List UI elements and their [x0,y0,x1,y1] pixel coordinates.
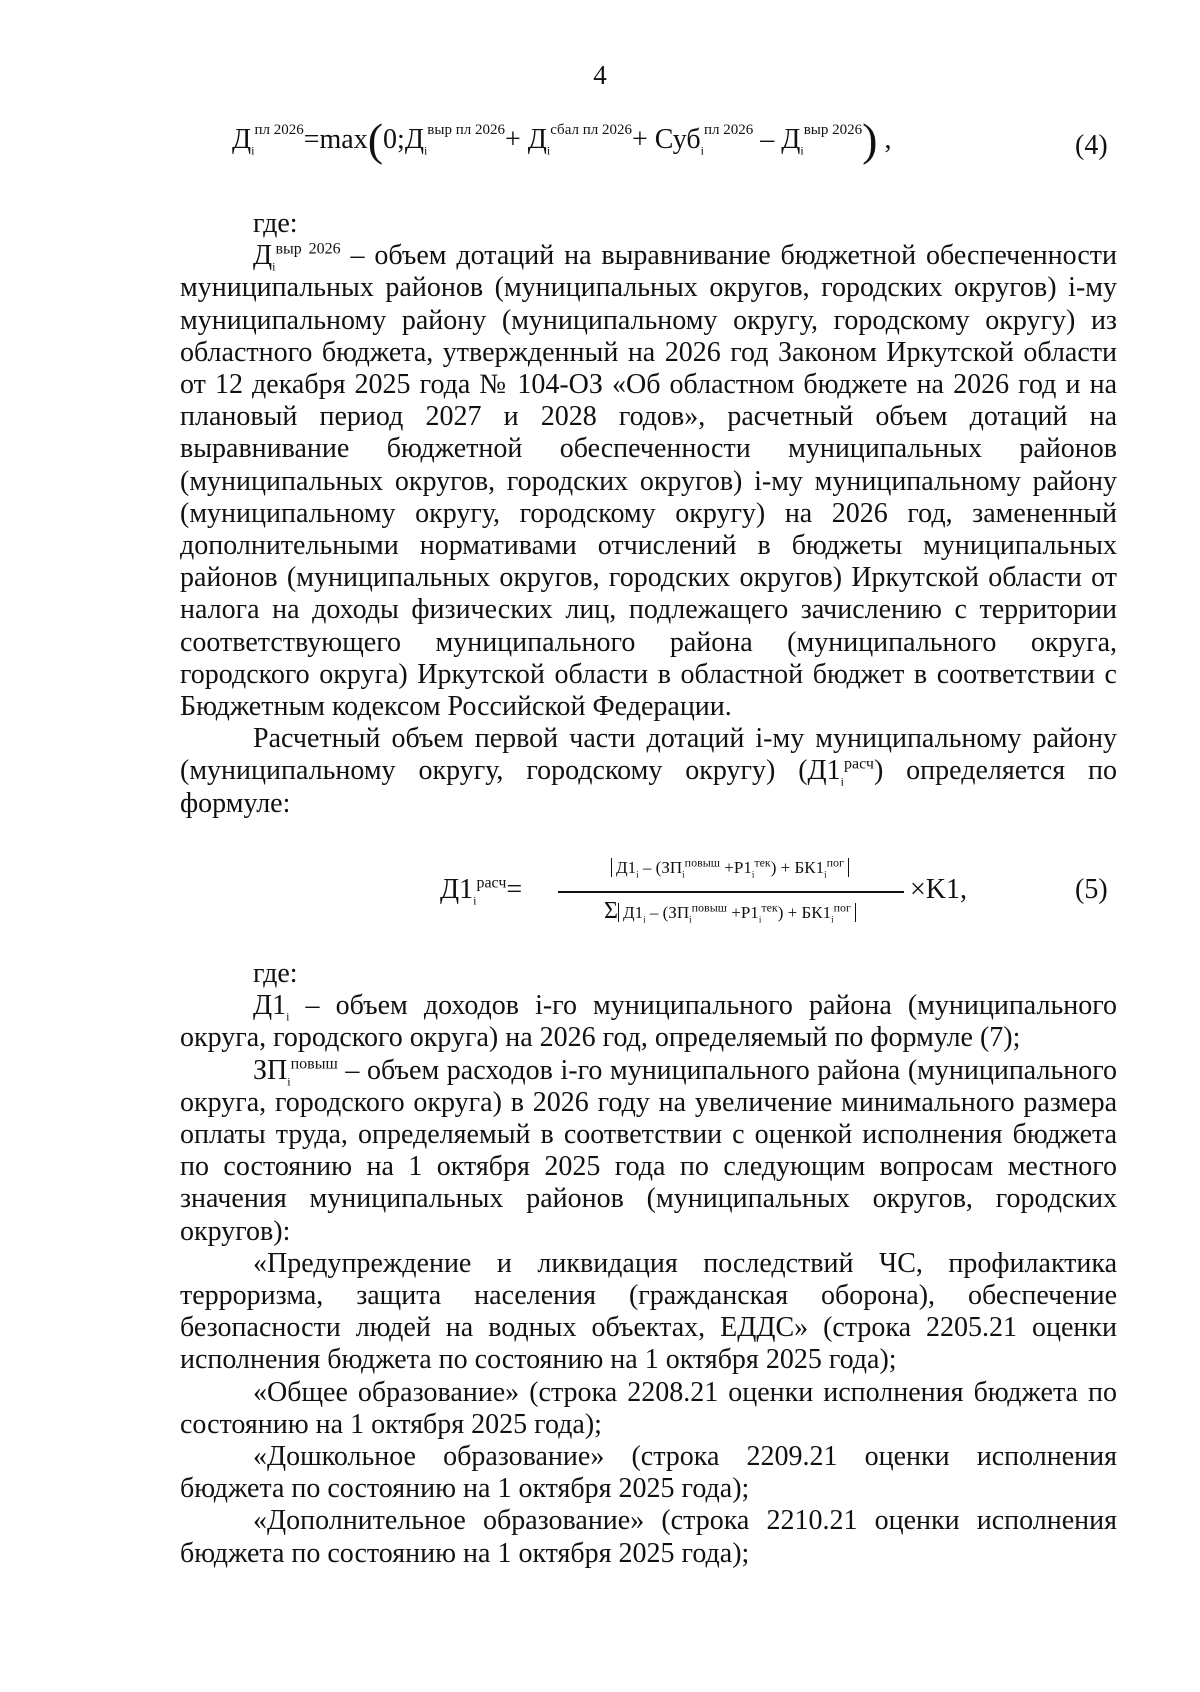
definition-dotation: $Д_i^{выр 2026}$ – объем дотаций на выравнивание бюджетной обеспеченности муниципальных районов (муниципальных округов, городских округов) i-му муниципальному району (муниципальному округу, городскому округу) из областного бюджета, утвержденный на 2026 год Законом Иркутской области от 12 декабря 2025 года № 104-ОЗ «Об областном бюджете на 2026 год и на плановый период 2027 и 2028 годов», расчетный объем дотаций на выравнивание бюджетной обеспеченности муниципальных районов (муниципальных округов, городских округов) i-му муниципальному району (муниципальному округу, городскому округу) на 2026 год, замененный дополнительными нормативами отчислений в бюджеты муниципальных районов (муниципальных округов, городских округов) Иркутской области от налога на доходы физических лиц, подлежащего зачислению с территории соответствующего муниципального района (муниципального округа, городского округа) Иркутской области в областной бюджет в соответствии с Бюджетным кодексом Российской Федерации. [180,240,1117,723]
list-item-preschool-education: «Дошкольное образование» (строка 2209.21 оценки исполнения бюджета по состоянию на 1 октября 2025 года); [180,1441,1117,1505]
text-block-1 [180,208,1117,820]
paragraph-calc-volume: Расчетный объем первой части дотаций i-му муниципальному району (муниципальному округу, городскому округу) $(Д1_i^{расч})$ определяется по формуле: [180,723,1117,819]
formula4-lhs: Д [232,124,252,155]
text-block-2 [180,958,1117,1570]
where-label-2: где: [253,958,298,989]
equation-number-5: (5) [1075,874,1108,905]
fraction-bar [558,891,904,893]
formula5-denominator: Σ $Д1_i - (ЗП_i^{повыш} +Р1_i^{тек}) + БК1_i^{пог}$ [560,898,900,925]
definition-salary-expenses: $ЗП_i^{повыш}$ – объем расходов i-го муниципального района (муниципального округа, городского округа) в 2026 году на увеличение минимального размера оплаты труда, определяемый в соответствии с оценкой исполнения бюджета по состоянию на 1 октября 2025 года по следующим вопросам местного значения муниципальных районов (муниципальных округов, городских округов): [180,1054,1117,1247]
where-label-1: где: [253,208,298,239]
list-item-additional-education: «Дополнительное образование» (строка 2210.21 оценки исполнения бюджета по состоянию на 1 октября 2025 года); [180,1505,1117,1569]
list-item-emergency: «Предупреждение и ликвидация последствий ЧС, профилактика терроризма, защита населения (гражданская оборона), обеспечение безопасности людей на водных объектах, ЕДДС» (строка 2205.21 оценки исполнения бюджета по состоянию на 1 октября 2025 года); [180,1247,1117,1376]
equation-number-4: (4) [1075,130,1108,161]
formula5-numerator: $Д1_i - (ЗП_i^{повыш} +Р1_i^{тек}) + БК1_i^{пог}$ [560,858,900,878]
formula-5: $Д1_i^{расч}=$ $Д1_i - (ЗП_i^{повыш} +Р1_i^{тек}) + БК1_i^{пог}$ Σ $Д1_i - (ЗП_i^{повыш} +Р1_i^{тек}) + БК1_i^{пог}$ ×K1, [440,855,968,925]
definition-income: $Д1_i$ – объем доходов i-го муниципального района (муниципального округа, городского округа) на 2026 год, определяемый по формуле (7); [180,990,1117,1054]
page-number: 4 [593,60,607,90]
formula-4: $Д_i^{пл 2026}=\max(0;Д_i^{выр пл 2026}+ Д_i^{сбал пл 2026}+ Суб_i^{пл 2026} - Д_i^{выр 2026})$ , [232,114,892,165]
list-item-general-education: «Общее образование» (строка 2208.21 оценки исполнения бюджета по состоянию на 1 октября 2025 года); [180,1376,1117,1440]
